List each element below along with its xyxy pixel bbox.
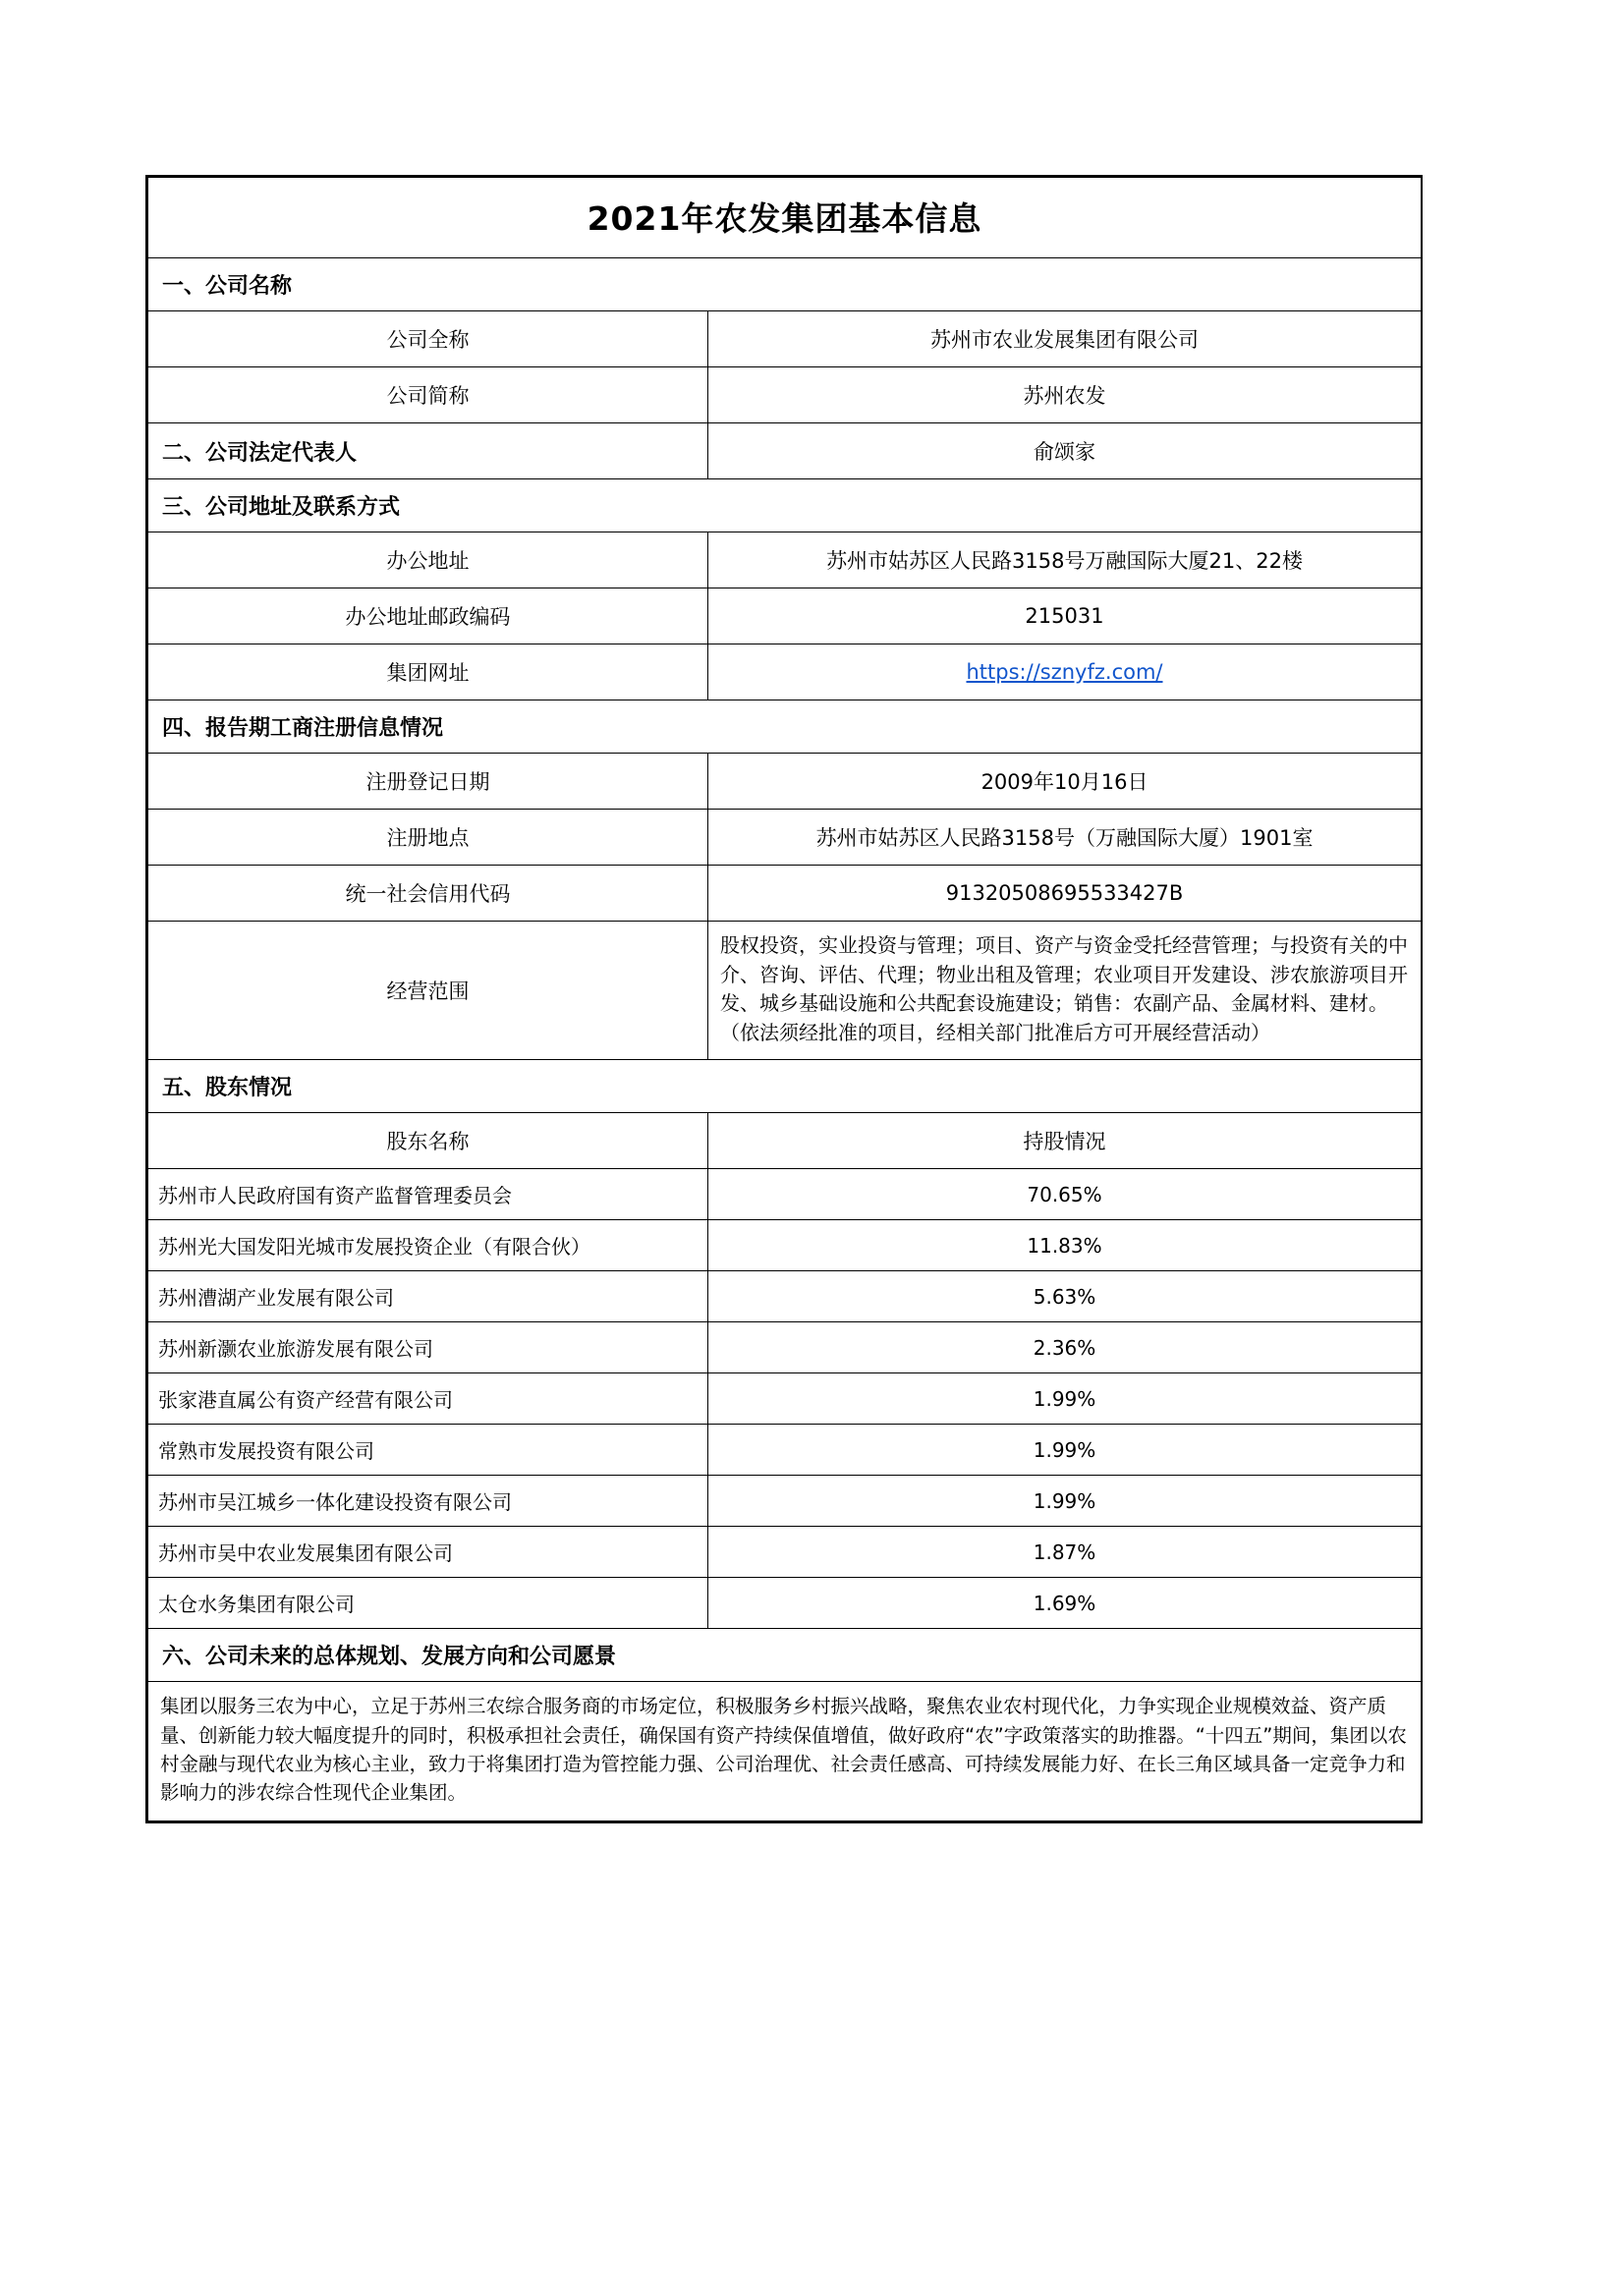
label-postal-code: 办公地址邮政编码 xyxy=(148,588,708,644)
table-row xyxy=(148,1220,1422,1271)
section-heading-vision: 六、公司未来的总体规划、发展方向和公司愿景 xyxy=(148,1629,1422,1682)
table-row xyxy=(148,1682,1422,1821)
shareholder-name: 太仓水务集团有限公司 xyxy=(148,1578,708,1629)
shareholder-name: 张家港直属公有资产经营有限公司 xyxy=(148,1373,708,1425)
section-row-vision xyxy=(148,1629,1422,1682)
value-company-short-name: 苏州农发 xyxy=(708,367,1422,423)
section-row-legal-rep xyxy=(148,423,1422,479)
table-row xyxy=(148,754,1422,810)
shareholder-percent: 1.99% xyxy=(708,1425,1422,1476)
section-heading-company-name: 一、公司名称 xyxy=(148,258,1422,311)
label-company-short-name: 公司简称 xyxy=(148,367,708,423)
shareholder-name: 常熟市发展投资有限公司 xyxy=(148,1425,708,1476)
table-row xyxy=(148,1425,1422,1476)
shareholder-percent: 70.65% xyxy=(708,1169,1422,1220)
section-heading-registration: 四、报告期工商注册信息情况 xyxy=(148,700,1422,754)
document-title: 2021年农发集团基本信息 xyxy=(148,178,1422,258)
shareholder-percent: 5.63% xyxy=(708,1271,1422,1322)
shareholder-percent: 1.69% xyxy=(708,1578,1422,1629)
section-heading-legal-rep: 二、公司法定代表人 xyxy=(148,423,708,479)
title-row xyxy=(148,178,1422,258)
table-row xyxy=(148,866,1422,922)
value-company-full-name: 苏州市农业发展集团有限公司 xyxy=(708,311,1422,367)
section-row-address xyxy=(148,479,1422,532)
value-credit-code: 91320508695533427B xyxy=(708,866,1422,922)
table-row xyxy=(148,1169,1422,1220)
label-company-full-name: 公司全称 xyxy=(148,311,708,367)
label-office-address: 办公地址 xyxy=(148,532,708,588)
table-row xyxy=(148,810,1422,866)
shareholder-name: 苏州市吴中农业发展集团有限公司 xyxy=(148,1527,708,1578)
shareholder-name: 苏州新灏农业旅游发展有限公司 xyxy=(148,1322,708,1373)
value-legal-rep: 俞颂家 xyxy=(708,423,1422,479)
shareholder-percent: 11.83% xyxy=(708,1220,1422,1271)
company-basic-info-table xyxy=(147,177,1422,1821)
label-website: 集团网址 xyxy=(148,644,708,700)
table-row xyxy=(148,1322,1422,1373)
table-row xyxy=(148,532,1422,588)
table-row xyxy=(148,922,1422,1060)
value-business-scope: 股权投资，实业投资与管理；项目、资产与资金受托经营管理；与投资有关的中介、咨询、评估、代理；物业出租及管理；农业项目开发建设、涉农旅游项目开发、城乡基础设施和公共配套设施建设；销售：农副产品、金属材料、建材。（依法须经批准的项目，经相关部门批准后方可开展经营活动） xyxy=(708,922,1422,1060)
label-business-scope: 经营范围 xyxy=(148,922,708,1060)
label-credit-code: 统一社会信用代码 xyxy=(148,866,708,922)
column-header-shareholding: 持股情况 xyxy=(708,1113,1422,1169)
shareholder-name: 苏州市吴江城乡一体化建设投资有限公司 xyxy=(148,1476,708,1527)
column-header-shareholder-name: 股东名称 xyxy=(148,1113,708,1169)
section-row-registration xyxy=(148,700,1422,754)
table-row xyxy=(148,1578,1422,1629)
shareholder-name: 苏州漕湖产业发展有限公司 xyxy=(148,1271,708,1322)
table-row xyxy=(148,1271,1422,1322)
shareholder-name: 苏州光大国发阳光城市发展投资企业（有限合伙） xyxy=(148,1220,708,1271)
value-website-cell xyxy=(708,644,1422,700)
section-row-shareholders xyxy=(148,1060,1422,1113)
table-row xyxy=(148,311,1422,367)
table-row xyxy=(148,644,1422,700)
website-link[interactable]: https://sznyfz.com/ xyxy=(966,660,1163,684)
shareholder-percent: 1.87% xyxy=(708,1527,1422,1578)
table-row xyxy=(148,1373,1422,1425)
table-row xyxy=(148,367,1422,423)
shareholder-percent: 1.99% xyxy=(708,1476,1422,1527)
section-heading-shareholders: 五、股东情况 xyxy=(148,1060,1422,1113)
label-registration-place: 注册地点 xyxy=(148,810,708,866)
shareholder-name: 苏州市人民政府国有资产监督管理委员会 xyxy=(148,1169,708,1220)
table-row xyxy=(148,1527,1422,1578)
section-row-company-name xyxy=(148,258,1422,311)
info-table-container xyxy=(145,175,1423,1823)
section-heading-address: 三、公司地址及联系方式 xyxy=(148,479,1422,532)
value-registration-place: 苏州市姑苏区人民路3158号（万融国际大厦）1901室 xyxy=(708,810,1422,866)
vision-text: 集团以服务三农为中心，立足于苏州三农综合服务商的市场定位，积极服务乡村振兴战略，聚焦农业农村现代化，力争实现企业规模效益、资产质量、创新能力较大幅度提升的同时，积极承担社会责任，确保国有资产持续保值增值，做好政府“农”字政策落实的助推器。“十四五”期间，集团以农村金融与现代农业为核心主业，致力于将集团打造为管控能力强、公司治理优、社会责任感高、可持续发展能力好、在长三角区域具备一定竞争力和影响力的涉农综合性现代企业集团。 xyxy=(148,1682,1422,1821)
shareholder-header-row xyxy=(148,1113,1422,1169)
shareholder-percent: 2.36% xyxy=(708,1322,1422,1373)
table-row xyxy=(148,588,1422,644)
shareholder-percent: 1.99% xyxy=(708,1373,1422,1425)
label-registration-date: 注册登记日期 xyxy=(148,754,708,810)
value-postal-code: 215031 xyxy=(708,588,1422,644)
table-row xyxy=(148,1476,1422,1527)
value-registration-date: 2009年10月16日 xyxy=(708,754,1422,810)
value-office-address: 苏州市姑苏区人民路3158号万融国际大厦21、22楼 xyxy=(708,532,1422,588)
